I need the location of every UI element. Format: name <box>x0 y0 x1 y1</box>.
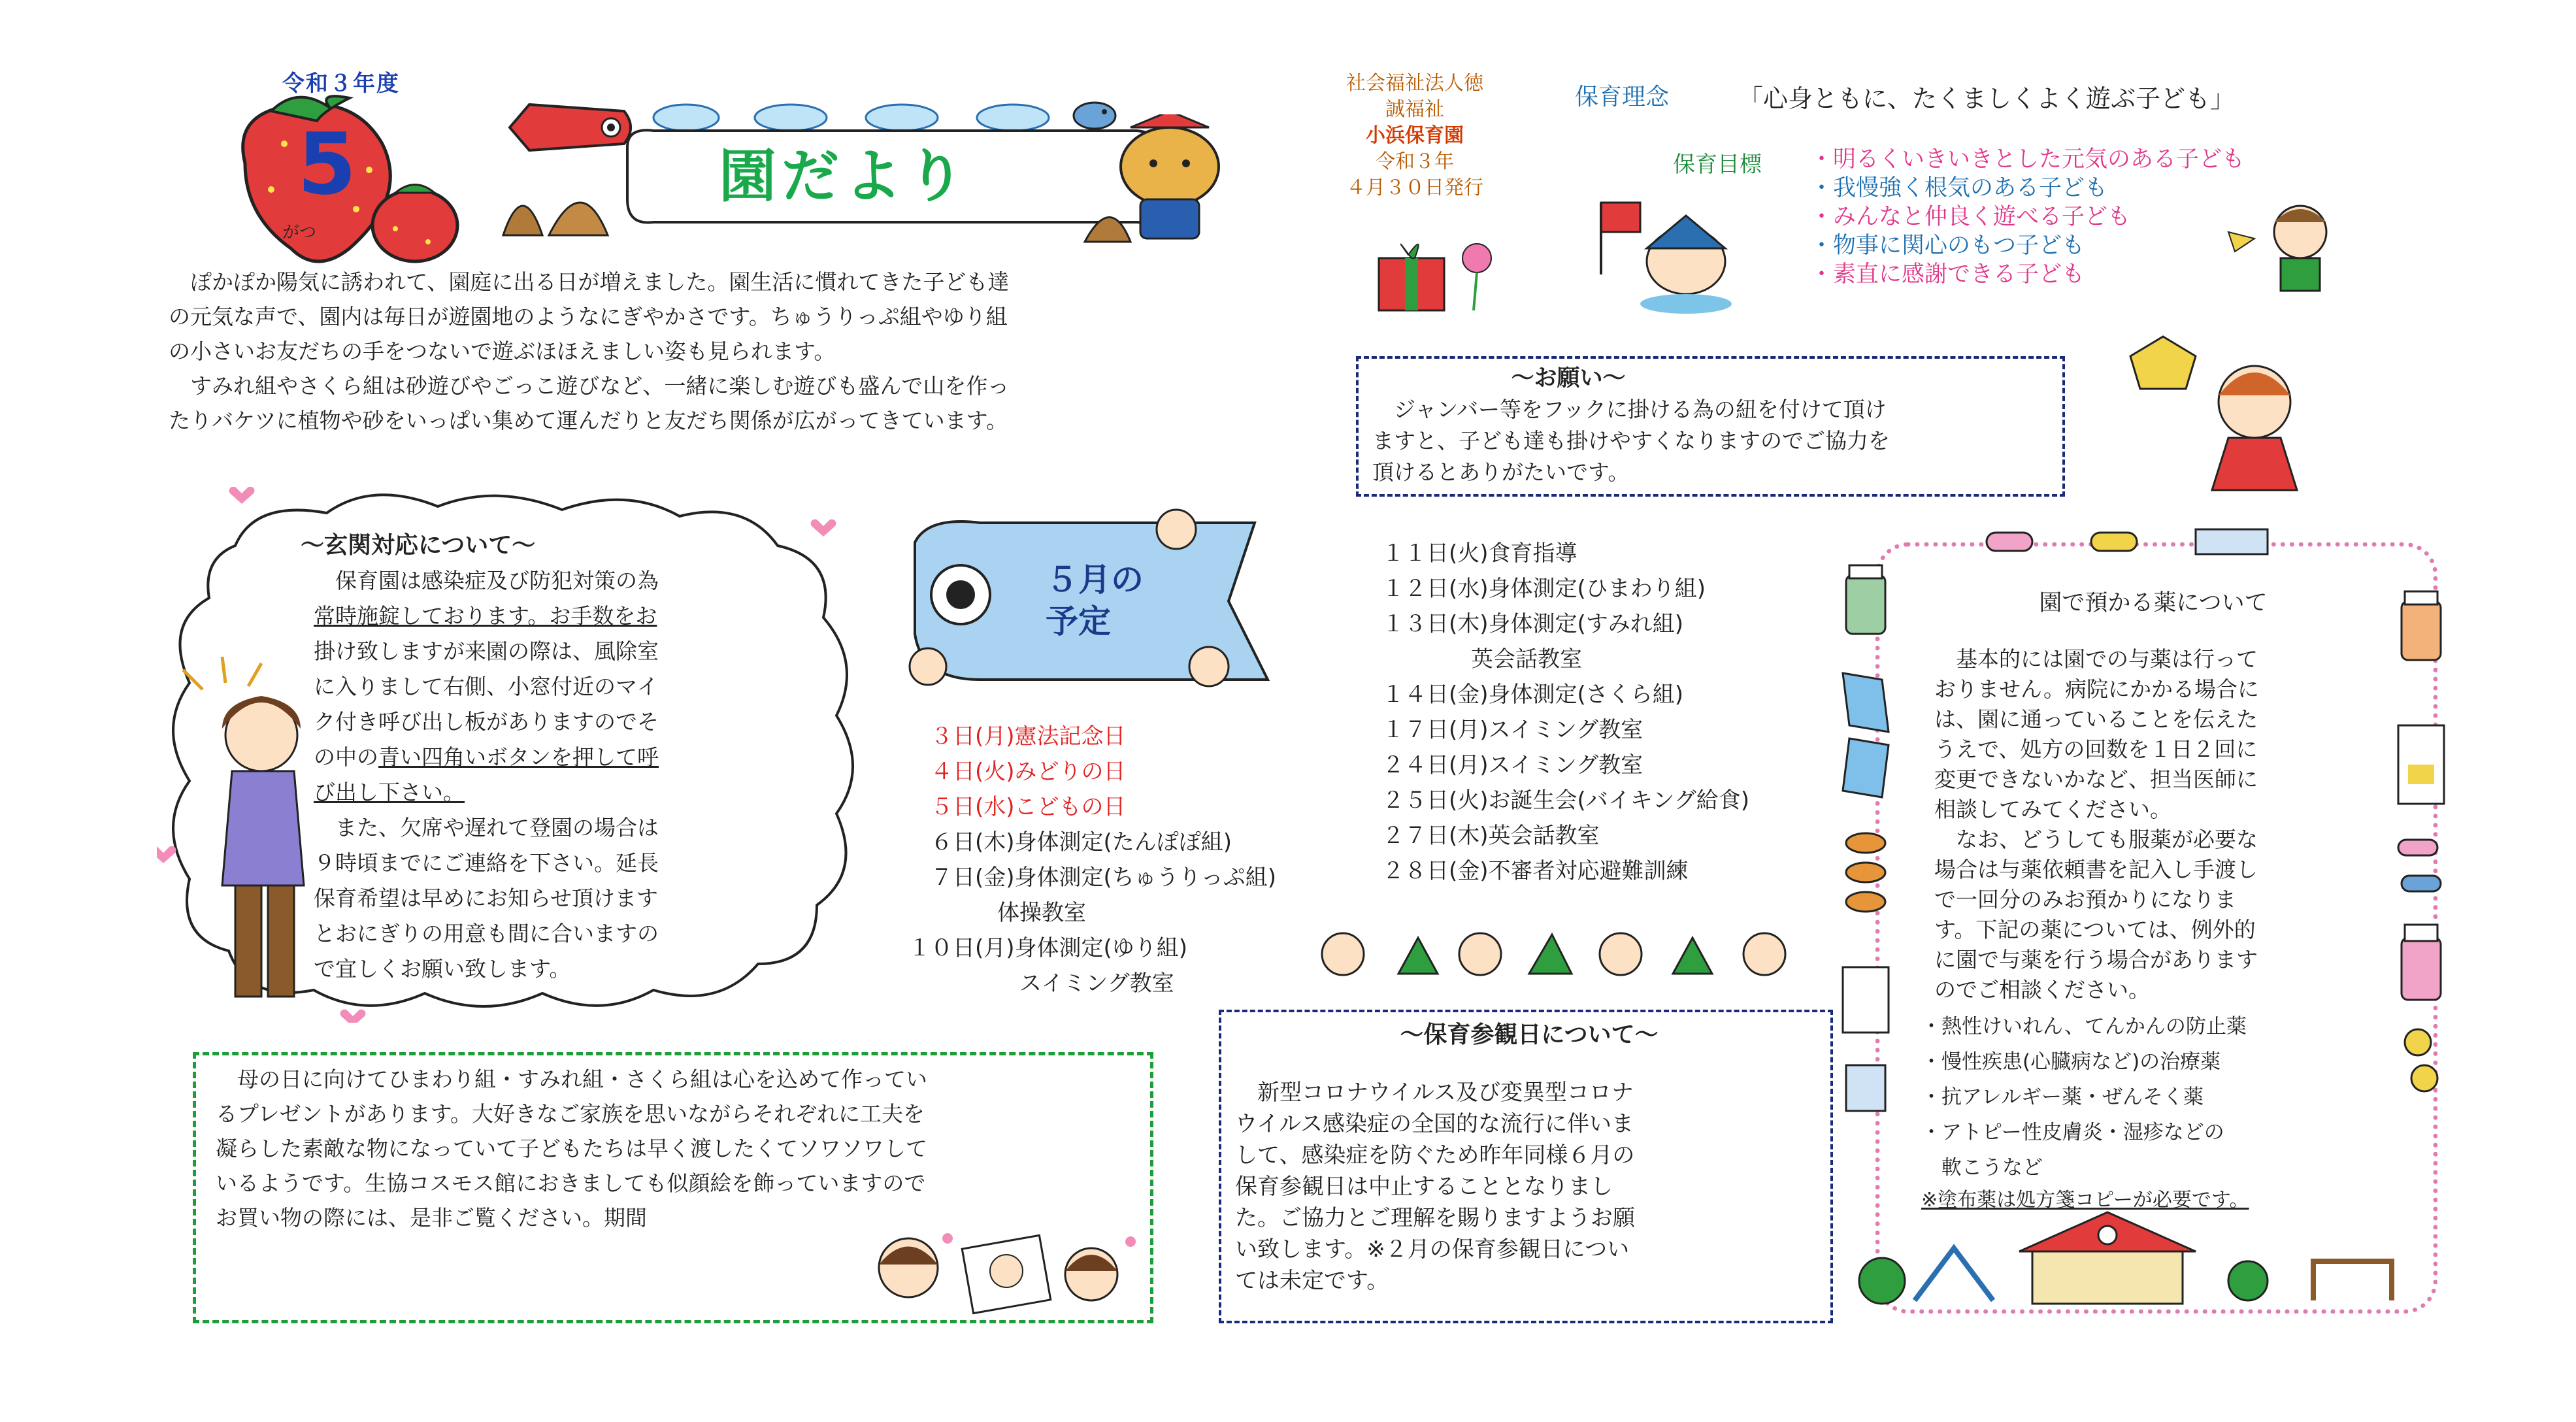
entrance-title: ～玄関対応について～ <box>301 532 536 559</box>
entrance-line: 保育園は感染症及び防犯対策の為 <box>314 568 659 593</box>
schedule-item: １４日(金)身体測定(さくら組) <box>1382 682 1684 708</box>
mothers-day-line: 母の日に向けてひまわり組・すみれ組・さくら組は心を込めて作ってい <box>216 1066 927 1092</box>
newsletter-title: 園だより <box>719 142 970 210</box>
schedule-list-right <box>1382 536 1749 889</box>
schedule-item: ７日(金)身体測定(ちゅうりっぷ組) <box>908 865 1277 891</box>
observation-day-line: た。ご協力とご理解を賜りますようお願 <box>1235 1205 1635 1231</box>
medicine-bottle-icon <box>2392 588 2451 667</box>
medicine-items <box>1921 1009 2372 1185</box>
entrance-line: に入りまして右側、小窓付近のマイ <box>314 674 659 699</box>
organization-block <box>1281 71 1549 201</box>
org-line: 社会福祉法人徳 <box>1346 72 1483 95</box>
entrance-line-wrap <box>314 599 784 634</box>
fiscal-year: 令和３年度 <box>282 71 400 97</box>
month-suffix: がつ <box>282 223 317 242</box>
entrance-line: び出し下さい。 <box>314 780 465 805</box>
schedule-item: ２８日(金)不審者対応避難訓練 <box>1382 858 1689 884</box>
entrance-line: で宜しくお願い致します。 <box>314 956 571 982</box>
kids-faces-row-icon <box>1313 925 1797 984</box>
tablets-icon <box>2392 1026 2451 1104</box>
medicine-packet-icon <box>2392 719 2451 817</box>
observation-day-line: ウイルス感染症の全国的な流行に伴いま <box>1235 1111 1634 1137</box>
issue-date-line: 令和３年 <box>1376 150 1454 173</box>
month-badge: 5 <box>297 114 357 214</box>
schedule-item: １０日(月)身体測定(ゆり組) <box>908 935 1188 961</box>
medicine-item: 軟こうなど <box>1921 1156 2043 1180</box>
mother-and-children-icon <box>869 1229 1157 1327</box>
intro-line: の元気な声で、園内は毎日が遊園地のようなにぎやかさです。ちゅうりっぷ組やゆり組 <box>169 304 1008 329</box>
schedule-item: 英会話教室 <box>1382 646 1582 672</box>
goals-label: 保育目標 <box>1673 152 1762 178</box>
schedule-item: １１日(火)食育指導 <box>1382 540 1577 567</box>
medicine-line: うえで、処方の回数を１日２回に <box>1934 736 2258 762</box>
intro-line: すみれ組やさくら組は砂遊びやごっこ遊びなど、一緒に楽しむ遊びも盛んで山を作っ <box>169 373 1010 399</box>
medicine-line: す。下記の薬については、例外的 <box>1934 917 2256 942</box>
schedule-item: １７日(月)スイミング教室 <box>1382 717 1643 743</box>
medicine-note: ※塗布薬は処方箋コピーが必要です。 <box>1921 1189 2249 1212</box>
medicine-line: 変更できないかなど、担当医師に <box>1934 767 2258 792</box>
medicine-body <box>1934 644 2372 1005</box>
running-child-icon <box>2215 193 2366 304</box>
request-line: ますと、子ども達も掛けやすくなりますのでご協力を <box>1372 428 1890 454</box>
medicine-section <box>1921 588 2372 1215</box>
schedule-item: スイミング教室 <box>908 970 1174 997</box>
goal-item: ・物事に関心のもつ子ども <box>1810 233 2085 259</box>
medicine-line: 基本的には園での与薬は行って <box>1934 646 2258 672</box>
goal-item: ・素直に感謝できる子ども <box>1810 261 2085 288</box>
medicine-line: で一回分のみお預かりになりま <box>1934 887 2236 912</box>
observation-day-line: い致します。※２月の保育参観日につい <box>1235 1236 1630 1263</box>
medicine-item: ・アトピー性皮膚炎・湿疹などの <box>1921 1121 2224 1144</box>
medicine-line: に園で与薬を行う場合があります <box>1934 947 2258 972</box>
nursery-name: 小浜保育園 <box>1366 124 1464 147</box>
child-with-flag-icon <box>1594 196 1758 314</box>
medicine-line: のでご相談ください。 <box>1934 977 2150 1002</box>
goal-item: ・我慢強く根気のある子ども <box>1810 175 2108 201</box>
medicine-line: 場合は与薬依頼書を記入し手渡し <box>1934 857 2258 882</box>
schedule-item: ６日(木)身体測定(たんぽぽ組) <box>908 829 1232 855</box>
entrance-line: また、欠席や遅れて登園の場合は <box>314 815 659 840</box>
entrance-line: とおにぎりの用意も間に合いますの <box>314 921 659 946</box>
schedule-item: １２日(水)身体測定(ひまわり組) <box>1382 576 1706 602</box>
schedule-item: ３日(月)憲法記念日 <box>908 723 1126 750</box>
observation-day-title: ～保育参観日について～ <box>1400 1021 1659 1048</box>
philosophy-text: 「心身ともに、たくましくよく遊ぶ子ども」 <box>1738 84 2236 113</box>
medicine-line: なお、どうしても服薬が必要な <box>1934 827 2258 852</box>
entrance-line: 常時施錠しております。お手数をお <box>314 603 657 629</box>
goal-item: ・みんなと仲良く遊べる子ども <box>1810 204 2131 230</box>
medicine-item: ・慢性疾患(心臓病など)の治療薬 <box>1921 1050 2221 1074</box>
medicine-line: は、園に通っていることを伝えた <box>1934 706 2258 732</box>
capsules-icon <box>2392 830 2451 908</box>
observation-day-section <box>1235 1019 1823 1297</box>
pills-decoration-icon <box>1960 523 2300 562</box>
medicine-bottle-icon <box>1836 562 1895 640</box>
schedule-item: ４日(火)みどりの日 <box>908 759 1126 785</box>
entrance-line: の中の青い四角いボタンを押して呼 <box>314 744 659 770</box>
entrance-section <box>301 528 784 987</box>
dog-character-icon <box>1072 114 1268 245</box>
goal-item: ・明るくいきいきとした元気のある子ども <box>1810 146 2245 173</box>
girl-with-shirt-icon <box>2111 330 2333 500</box>
schedule-item: ５日(水)こどもの日 <box>908 794 1126 820</box>
schedule-item: ２５日(火)お誕生会(バイキング給食) <box>1382 787 1750 814</box>
issue-date-line: ４月３０日発行 <box>1346 176 1483 199</box>
medicine-line: おりません。病院にかかる場合に <box>1934 676 2259 702</box>
intro-line: ぽかぽか陽気に誘われて、園庭に出る日が増えました。園生活に慣れてきた子ども達 <box>169 269 1010 295</box>
present-icon <box>1366 225 1510 317</box>
entrance-line: 保育希望は早めにお知らせ頂けます <box>314 885 659 911</box>
schedule-item: ２７日(木)英会話教室 <box>1382 823 1600 849</box>
observation-day-line: ては未定です。 <box>1235 1268 1389 1294</box>
philosophy-label: 保育理念 <box>1575 84 1670 110</box>
intro-line: たりバケツに植物や砂をいっぱい集めて運んだりと友だち関係が広がってきています。 <box>169 408 1008 433</box>
org-line: 誠福祉 <box>1385 98 1444 121</box>
goals-list <box>1810 145 2245 289</box>
schedule-title-line: ５月の <box>1046 561 1144 599</box>
medicine-item: ・熱性けいれん、てんかんの防止薬 <box>1921 1015 2247 1038</box>
request-line: ジャンバー等をフックに掛ける為の紐を付けて頂け <box>1372 397 1887 422</box>
bamboo-shoot-icon <box>497 170 647 242</box>
schedule-item: １３日(木)身体測定(すみれ組) <box>1382 611 1684 637</box>
observation-day-line: して、感染症を防ぐため昨年同様６月の <box>1235 1142 1635 1168</box>
nursery-building-icon <box>1856 1209 2418 1307</box>
observation-day-line: 保育参観日は中止することとなりまし <box>1235 1174 1613 1200</box>
tablets-icon <box>1836 830 1895 915</box>
schedule-item: 体操教室 <box>908 900 1086 926</box>
schedule-item: ２４日(月)スイミング教室 <box>1382 752 1643 778</box>
mothers-day-line: いるようです。生協コスモス館におきましても似顔絵を飾っていますので <box>216 1170 926 1196</box>
request-title: ～お願い～ <box>1511 365 1626 391</box>
medicine-item: ・抗アレルギー薬・ぜんそく薬 <box>1921 1085 2204 1109</box>
mothers-day-line: お買い物の際には、是非ご覧ください。期間 <box>216 1205 647 1231</box>
request-line: 頂けるとありがたいです。 <box>1372 459 1630 485</box>
medicine-bottle-icon <box>2392 921 2451 1006</box>
observation-day-line: 新型コロナウイルス及び変異型コロナ <box>1235 1080 1634 1106</box>
medicine-packet-icon <box>1836 961 1895 1131</box>
medicine-packet-icon <box>1836 667 1895 804</box>
button-instruction: 青い四角いボタンを押して呼 <box>378 744 659 770</box>
mothers-day-line: 凝らした素敵な物になっていて子どもたちは早く渡したくてソワソワして <box>216 1136 927 1161</box>
mothers-day-line: るプレゼントがあります。大好きなご家族を思いながらそれぞれに工夫を <box>216 1101 925 1127</box>
schedule-title <box>1046 559 1144 642</box>
medicine-line: 相談してみてください。 <box>1934 797 2171 822</box>
mothers-day-section <box>216 1062 1144 1235</box>
entrance-line: 掛け致しますが来園の際は、風除室 <box>314 638 659 664</box>
bowing-teacher-icon <box>163 650 327 1016</box>
request-section <box>1372 363 2058 488</box>
schedule-title-line: 予定 <box>1046 603 1111 640</box>
intro-line: の小さいお友だちの手をつないで遊ぶほほえましい姿も見られます。 <box>169 339 836 364</box>
intro-paragraph <box>169 265 1266 438</box>
schedule-list-left <box>908 719 1276 1001</box>
medicine-title: 園で預かる薬について <box>2039 590 2268 616</box>
entrance-line: ク付き呼び出し板がありますのでそ <box>314 709 659 735</box>
entrance-line: ９時頃までにご連絡を下さい。延長 <box>314 850 659 876</box>
